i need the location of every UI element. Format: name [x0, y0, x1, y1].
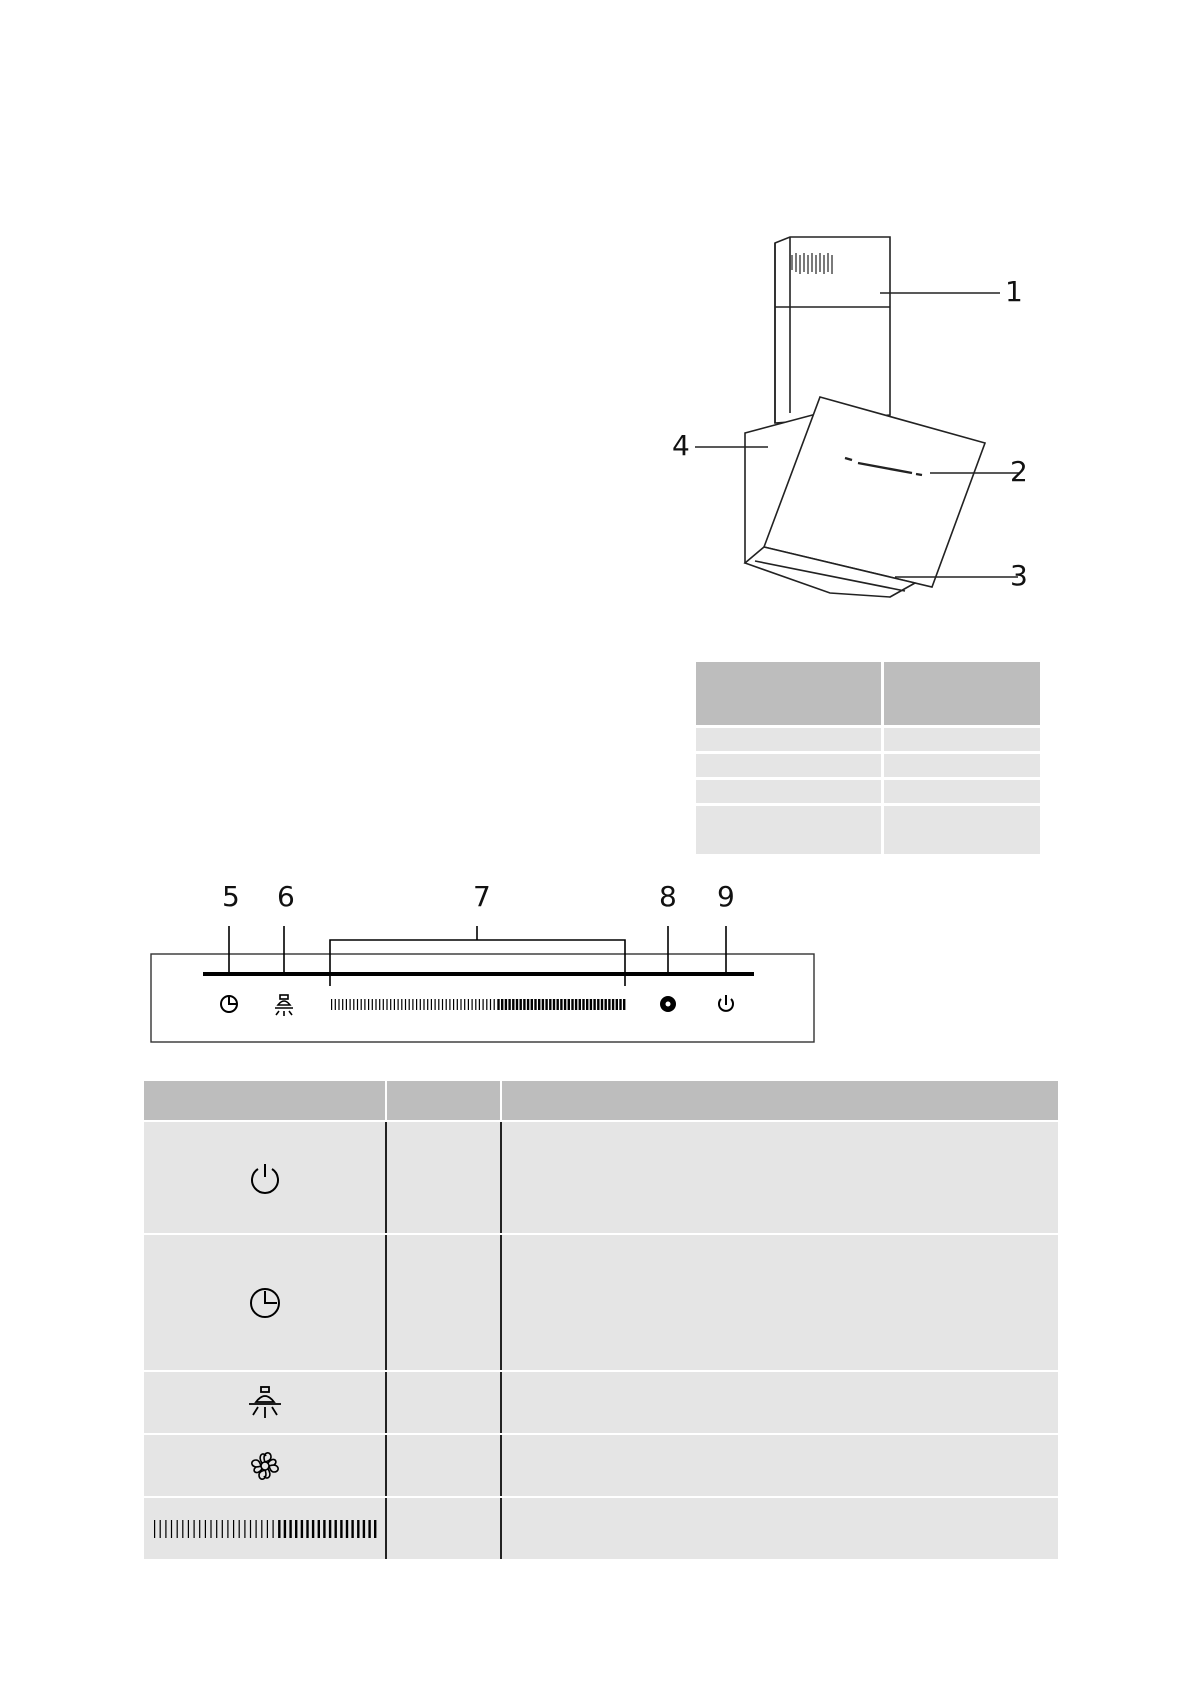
function-cell — [387, 1372, 502, 1433]
spec-row — [696, 728, 1040, 751]
function-cell — [387, 1122, 502, 1233]
function-cell — [502, 1435, 1058, 1496]
light-icon — [245, 1385, 285, 1421]
spec-cell — [696, 806, 881, 854]
spec-table-header — [696, 662, 1040, 725]
function-icon-cell — [144, 1235, 387, 1370]
function-row-power — [144, 1122, 1058, 1235]
function-cell — [387, 1498, 502, 1559]
callout-8: 8 — [659, 880, 677, 913]
spec-cell — [696, 780, 881, 803]
spec-row — [696, 754, 1040, 777]
function-header-cell — [502, 1081, 1058, 1120]
spec-table — [696, 662, 1040, 857]
spec-cell — [884, 780, 1040, 803]
function-cell — [502, 1372, 1058, 1433]
function-cell — [502, 1235, 1058, 1370]
function-icon-cell — [144, 1498, 387, 1559]
function-row-slider — [144, 1498, 1058, 1559]
function-table — [144, 1081, 1058, 1559]
spec-cell — [696, 754, 881, 777]
callout-7: 7 — [473, 880, 491, 913]
callout-4: 4 — [672, 429, 690, 462]
spec-header-cell — [884, 662, 1040, 725]
function-cell — [502, 1122, 1058, 1233]
function-cell — [387, 1435, 502, 1496]
function-header-cell — [144, 1081, 387, 1120]
slider-bar-icon — [152, 1517, 378, 1541]
function-header-cell — [387, 1081, 502, 1120]
spec-row — [696, 780, 1040, 803]
fan-icon — [660, 996, 676, 1012]
hood-diagram — [640, 225, 1060, 605]
spec-cell — [884, 728, 1040, 751]
callout-1: 1 — [1005, 275, 1023, 308]
fan-icon — [247, 1448, 283, 1484]
function-row-timer — [144, 1235, 1058, 1372]
function-row-fan — [144, 1435, 1058, 1498]
spec-cell — [884, 754, 1040, 777]
callout-9: 9 — [717, 880, 735, 913]
callout-2: 2 — [1010, 455, 1028, 488]
control-panel-diagram — [145, 918, 820, 1048]
function-icon-cell — [144, 1122, 387, 1233]
function-table-header — [144, 1081, 1058, 1122]
function-row-light — [144, 1372, 1058, 1435]
function-cell — [387, 1235, 502, 1370]
timer-icon — [247, 1285, 283, 1321]
callout-5: 5 — [222, 880, 240, 913]
function-cell — [502, 1498, 1058, 1559]
spec-cell — [884, 806, 1040, 854]
callout-6: 6 — [277, 880, 295, 913]
spec-row — [696, 806, 1040, 854]
function-icon-cell — [144, 1435, 387, 1496]
function-icon-cell — [144, 1372, 387, 1433]
spec-header-cell — [696, 662, 881, 725]
spec-cell — [696, 728, 881, 751]
callout-3: 3 — [1010, 559, 1028, 592]
power-icon — [248, 1161, 282, 1195]
